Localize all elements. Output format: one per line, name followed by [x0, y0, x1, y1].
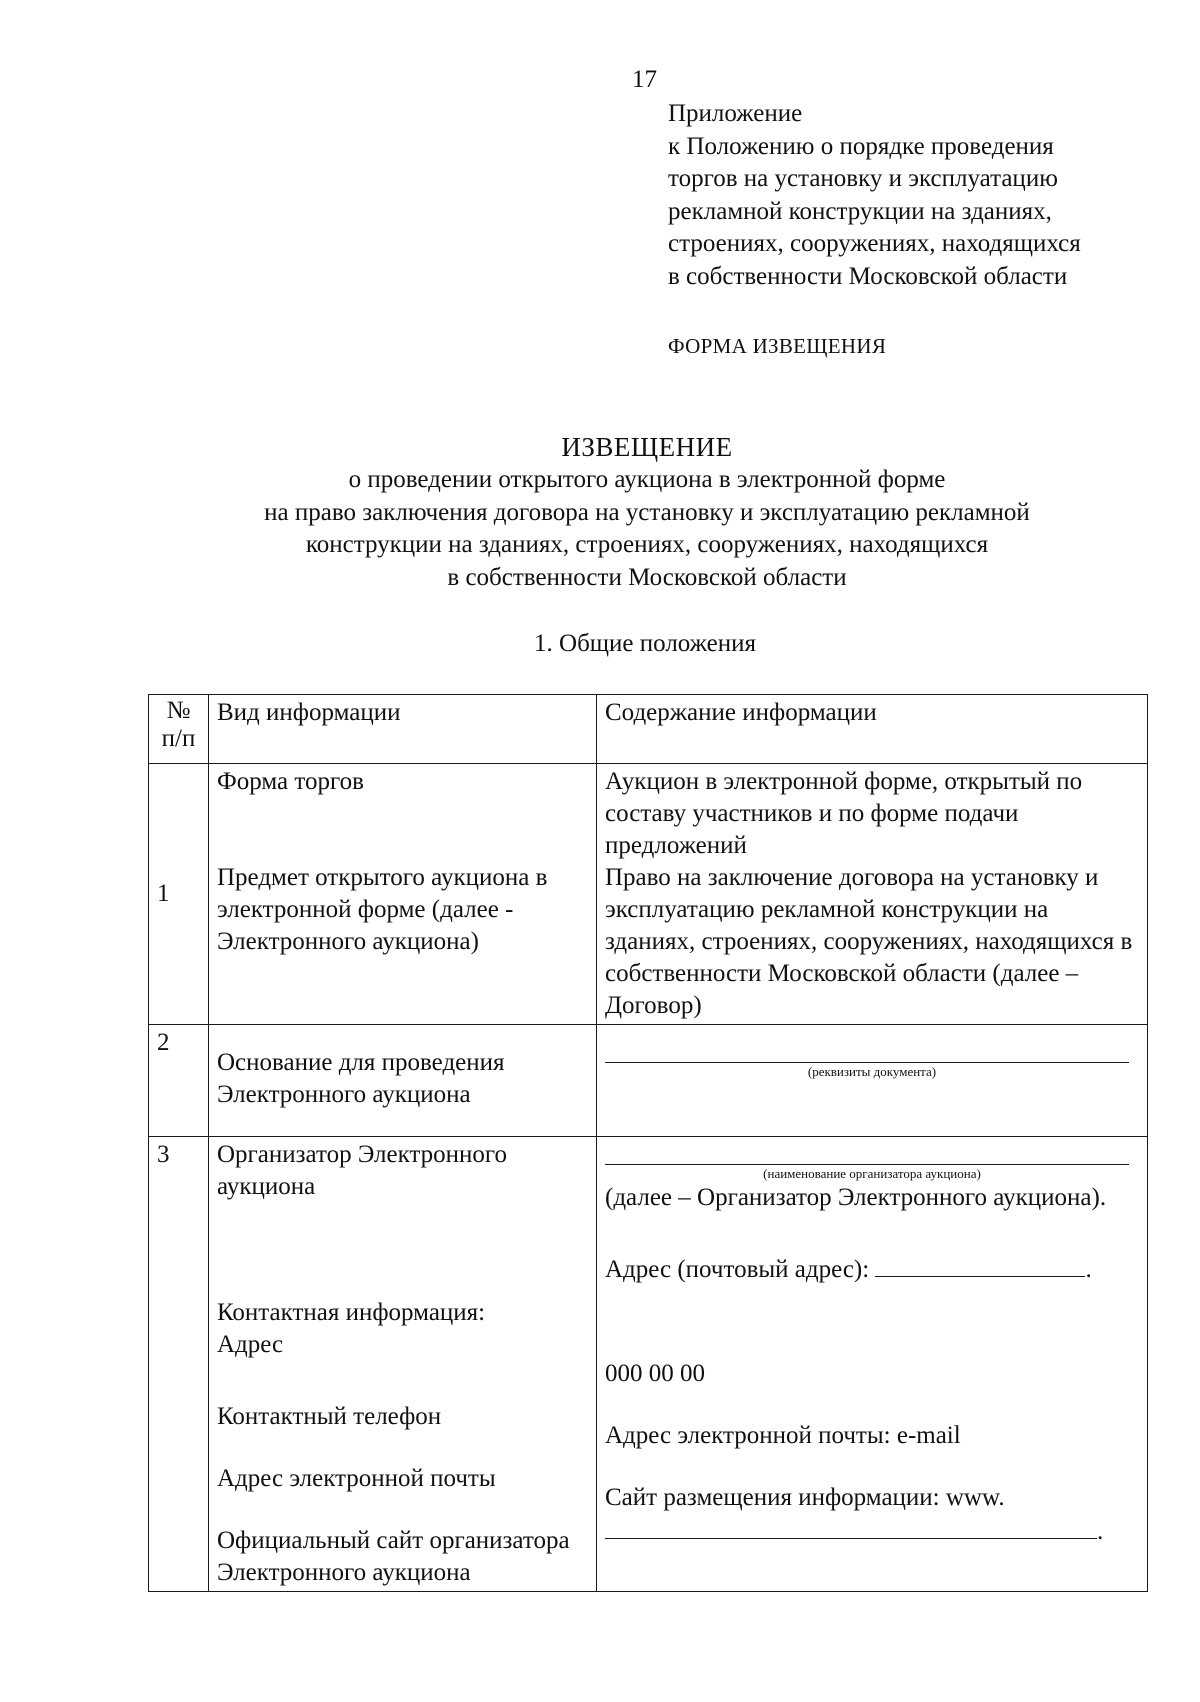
content-auction-subject: Право на заключение договора на установку и эксплуатацию рекламной конструкции на зданиях, строениях, сооружениях, находящихся в собственности Московской области (далее – Договор) [605, 864, 1133, 1019]
row-content [597, 1025, 1148, 1137]
row-kind [209, 764, 597, 1025]
appendix-line: торгов на установку и эксплуатацию [668, 165, 1058, 192]
appendix-line: к Положению о порядке проведения [668, 132, 1054, 160]
content-phone: 000 00 00 [605, 1360, 705, 1387]
content-form-of-bidding: Аукцион в электронной форме, открытый по составу участников и по форме подачи предложений [605, 768, 1083, 859]
appendix-line: строениях, сооружениях, находящихся [668, 230, 1081, 257]
notice-subtitle-line: на право заключения договора на установку и эксплуатацию рекламной [264, 498, 1030, 526]
header-number-label: п/п [161, 725, 196, 752]
table-row [149, 1137, 1148, 1592]
document-details-caption: (реквизиты документа) [807, 1064, 937, 1079]
row-number: 1 [149, 764, 209, 1025]
content-organizer: (далее – Организатор Электронного аукциона). [605, 1184, 1107, 1211]
appendix-line: Приложение [668, 100, 803, 127]
address-blank[interactable] [875, 1254, 1085, 1277]
table-row [149, 1025, 1148, 1137]
kind-contact-info: Контактная информация: [217, 1299, 486, 1326]
table-header-row [149, 695, 1148, 764]
notice-heading [0, 430, 1200, 594]
row-content [597, 1137, 1148, 1592]
notice-subtitle-line: конструкции на зданиях, строениях, сооружениях, находящихся [305, 531, 989, 558]
site-blank-line: . [605, 1514, 1139, 1548]
notice-subtitle-line: о проведении открытого аукциона в электронной форме [348, 466, 946, 493]
section-title: 1. Общие положения [534, 630, 756, 657]
header-number-symbol: № [166, 697, 191, 724]
appendix-line: в собственности Московской области [668, 262, 1068, 290]
kind-organizer: Организатор Электронного аукциона [217, 1141, 508, 1200]
site-blank[interactable] [605, 1514, 1097, 1539]
kind-auction-subject: Предмет открытого аукциона в электронной форме (далее - Электронного аукциона) [217, 864, 548, 955]
kind-phone: Контактный телефон [217, 1403, 442, 1430]
page-number: 17 [632, 66, 657, 93]
row-kind [209, 1137, 597, 1592]
kind-auction-basis: Основание для проведения Электронного аукциона [217, 1049, 505, 1108]
kind-email: Адрес электронной почты [217, 1465, 496, 1492]
kind-form-of-bidding: Форма торгов [217, 768, 364, 795]
header-kind: Вид информации [209, 695, 597, 764]
notice-subtitle-line: в собственности Московской области [447, 563, 847, 591]
kind-official-site: Официальный сайт организатора Электронного аукциона [217, 1527, 570, 1586]
form-name: ФОРМА ИЗВЕЩЕНИЯ [668, 334, 887, 358]
table-row [149, 764, 1148, 1025]
row-number: 3 [149, 1137, 209, 1592]
kind-address: Адрес [217, 1331, 284, 1358]
row-number: 2 [149, 1025, 209, 1137]
content-address: Адрес (почтовый адрес): . [605, 1256, 1092, 1283]
organizer-name-caption: (наименование организатора аукциона) [763, 1166, 981, 1181]
content-site: Сайт размещения информации: www. [605, 1484, 1005, 1511]
header-content: Содержание информации [597, 695, 1148, 764]
row-kind [209, 1025, 597, 1137]
appendix-header [668, 98, 1188, 293]
row-content [597, 764, 1148, 1025]
header-number [149, 695, 209, 764]
info-table [148, 694, 1148, 1592]
notice-title: ИЗВЕЩЕНИЕ [561, 432, 733, 462]
address-label: Адрес (почтовый адрес): [605, 1256, 870, 1283]
appendix-line: рекламной конструкции на зданиях, [668, 197, 1052, 225]
content-email: Адрес электронной почты: e-mail [605, 1422, 961, 1449]
